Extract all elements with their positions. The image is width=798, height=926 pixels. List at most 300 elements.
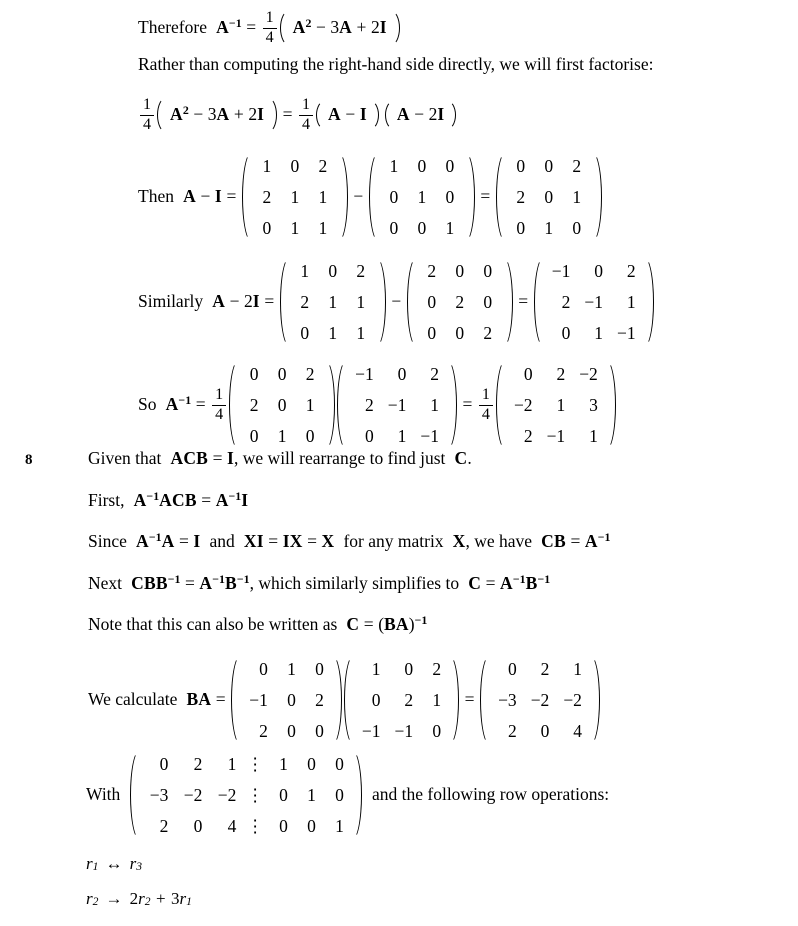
matrix-cell: 2 xyxy=(262,186,272,207)
paren-group-expression: A 2 − 3 A + 2 I xyxy=(280,8,400,48)
matrix-cell: 2 xyxy=(507,721,517,742)
right-paren xyxy=(266,95,277,135)
row-symbol: r xyxy=(129,854,137,873)
left-paren xyxy=(496,358,507,452)
fraction-denominator: 4 xyxy=(212,405,226,423)
matrix-cell: 2 xyxy=(432,658,442,679)
matrix-cell: 2 xyxy=(556,363,566,384)
left-paren xyxy=(344,653,355,747)
matrix-cell: 1 xyxy=(328,291,338,312)
right-paren xyxy=(389,8,400,48)
equals-sign: = xyxy=(282,104,293,125)
matrix-cell: 1 xyxy=(290,218,300,239)
fraction-denominator: 4 xyxy=(299,115,313,133)
matrix-cell: 0 xyxy=(300,323,310,344)
matrix-cell: 0 xyxy=(561,323,571,344)
matrix-expression-xi: XI xyxy=(243,531,264,551)
matrix-cell: 0 xyxy=(397,363,407,384)
equals-sign: = xyxy=(215,689,226,710)
equals-sign: = xyxy=(480,186,491,207)
matrix-symbol-A-term: A xyxy=(216,104,230,125)
with-tail-text: and the following row operations: xyxy=(371,784,610,805)
matrix-cell: 1 xyxy=(356,323,366,344)
given-that-label: Given that xyxy=(88,448,162,468)
coefficient-two: 2 xyxy=(428,104,438,125)
matrix-cell: 2 xyxy=(404,689,414,710)
matrix-grid xyxy=(491,653,589,747)
matrix-expression-acb: ACB xyxy=(170,448,209,468)
matrix-cell: −1 xyxy=(420,426,439,447)
matrix-cell: 0 xyxy=(328,260,338,281)
matrix-cell: 0 xyxy=(445,186,455,207)
matrix-cell: −1 xyxy=(551,260,571,281)
matrix-cell: 0 xyxy=(277,363,287,384)
matrix-cell: 0 xyxy=(483,260,493,281)
matrix-cell: 0 xyxy=(305,426,315,447)
minus-sign: − xyxy=(391,291,402,312)
left-paren-text: ( xyxy=(378,614,385,634)
fraction-numerator: 1 xyxy=(215,386,224,404)
matrix-identity xyxy=(369,150,475,244)
matrix-symbol-A: A xyxy=(199,573,213,593)
matrix-cell: 4 xyxy=(227,816,237,837)
left-paren xyxy=(157,95,168,135)
matrix-cell: 0 xyxy=(287,721,296,742)
matrix-cell: 0 xyxy=(540,721,550,742)
equals-sign: = xyxy=(195,394,206,415)
fraction-one-quarter xyxy=(212,387,226,423)
matrix-cell: 0 xyxy=(455,323,465,344)
question-number: 8 xyxy=(25,452,33,468)
matrix-factor-one xyxy=(229,358,335,452)
matrix-cell: 0 xyxy=(544,186,554,207)
matrix-grid xyxy=(242,653,331,747)
equals-sign: = xyxy=(570,531,581,551)
matrix-cell: −1 xyxy=(616,323,636,344)
right-paren xyxy=(448,653,459,747)
matrix-b xyxy=(231,653,342,747)
equals-sign: = xyxy=(212,448,223,468)
matrix-cell: 2 xyxy=(427,260,437,281)
identity-symbol-I: I xyxy=(214,186,222,207)
right-paren xyxy=(331,653,342,747)
matrix-expression-acb: ACB xyxy=(159,490,197,510)
fraction-denominator: 4 xyxy=(479,405,493,423)
matrix-cell: 2 xyxy=(318,155,328,176)
matrix-grid xyxy=(380,150,464,244)
matrix-cell: 1 xyxy=(572,186,582,207)
for-any-matrix-text: for any matrix xyxy=(343,531,444,551)
matrix-cell: 0 xyxy=(432,721,442,742)
matrix-cell: 1 xyxy=(626,291,636,312)
matrix-cell: 1 xyxy=(432,689,442,710)
matrix-cell: 2 xyxy=(430,363,439,384)
equals-sign: = xyxy=(363,614,374,634)
identity-symbol-I: I xyxy=(359,104,367,125)
matrix-cell: 0 xyxy=(427,291,437,312)
matrix-expression-ba: BA xyxy=(384,614,409,634)
left-paren xyxy=(242,150,253,244)
matrix-cell: 0 xyxy=(193,816,203,837)
matrix-symbol-A: A xyxy=(216,17,229,38)
matrix-cell: −1 xyxy=(546,426,566,447)
matrix-cell: 3 xyxy=(589,394,598,415)
equation-ba-product xyxy=(88,653,601,747)
row-coefficient: 3 xyxy=(171,889,180,908)
line-since-step: Since A −1 A = I and XI = IX = X for any matrix X , we have CB = A −1 xyxy=(88,530,611,551)
matrix-cell: 1 xyxy=(307,784,316,805)
matrix-cell: 0 xyxy=(445,155,455,176)
right-paren xyxy=(643,255,654,349)
minus-sign: − xyxy=(353,186,364,207)
right-paren xyxy=(368,98,379,132)
equals-sign: = xyxy=(307,531,317,551)
plus-sign: + xyxy=(156,889,166,908)
minus-sign: − xyxy=(315,17,326,38)
equals-sign: = xyxy=(178,531,189,551)
matrix-cell: 1 xyxy=(356,291,366,312)
matrix-cell: 1 xyxy=(279,753,288,774)
equals-sign: = xyxy=(485,573,496,593)
matrix-symbol-A: A xyxy=(584,531,598,551)
matrix-symbol-A: A xyxy=(500,573,513,593)
matrix-cell: −1 xyxy=(361,721,381,742)
identity-symbol-I: I xyxy=(379,17,387,38)
matrix-cell: 1 xyxy=(556,394,566,415)
matrix-symbol-B: B xyxy=(225,573,237,593)
row-operation-2: r 2 → 2 r 2 + 3 r 1 xyxy=(86,889,192,908)
matrix-grid xyxy=(545,255,643,349)
we-calculate-label: We calculate xyxy=(88,689,178,710)
matrix-cell: 1 xyxy=(371,658,381,679)
augment-separator: ⋮ xyxy=(246,753,264,774)
matrix-cell: −2 xyxy=(530,689,550,710)
matrix-symbol-A: A xyxy=(183,186,196,207)
matrix-cell: 2 xyxy=(561,291,571,312)
right-paren xyxy=(324,358,335,452)
matrix-cell: 0 xyxy=(389,218,399,239)
left-paren xyxy=(407,255,418,349)
augment-separator: ⋮ xyxy=(246,784,264,805)
left-paren xyxy=(316,98,327,132)
matrix-symbol-C: C xyxy=(346,614,360,634)
left-paren xyxy=(496,150,507,244)
matrix-cell: 0 xyxy=(277,394,287,415)
next-label: Next xyxy=(88,573,123,593)
matrix-cell: 1 xyxy=(389,155,399,176)
minus-sign: − xyxy=(345,104,356,125)
matrix-cell: 1 xyxy=(397,426,407,447)
matrix-cell: 0 xyxy=(279,784,288,805)
matrix-symbol-X: X xyxy=(452,531,466,551)
maps-to-arrow-icon: → xyxy=(105,889,123,908)
right-paren xyxy=(375,255,386,349)
matrix-cell: 0 xyxy=(516,155,526,176)
right-paren xyxy=(351,748,362,842)
matrix-cell: 0 xyxy=(315,721,324,742)
matrix-cell: 1 xyxy=(417,186,427,207)
matrix-cell: 0 xyxy=(417,155,427,176)
plus-sign: + xyxy=(356,17,367,38)
identity-symbol-I: I xyxy=(241,490,249,510)
equation-a-minus-i xyxy=(138,150,603,244)
matrix-cell: 2 xyxy=(364,394,374,415)
matrix-cell: −3 xyxy=(498,689,517,710)
matrix-grid xyxy=(240,358,324,452)
matrix-grid xyxy=(507,150,591,244)
matrix-cell: −2 xyxy=(183,784,203,805)
matrix-symbol-A: A xyxy=(396,104,410,125)
matrix-cell: −1 xyxy=(387,394,407,415)
matrix-symbol-A: A xyxy=(161,531,175,551)
matrix-cell: 1 xyxy=(290,186,300,207)
fraction-one-quarter-rhs xyxy=(299,97,313,133)
right-paren xyxy=(446,358,457,452)
matrix-cell: 1 xyxy=(589,426,598,447)
identity-symbol-I: I xyxy=(437,104,445,125)
matrix-cell: −2 xyxy=(579,363,598,384)
matrix-result xyxy=(496,358,616,452)
matrix-cell: 0 xyxy=(279,816,288,837)
matrix-cell: 2 xyxy=(523,426,533,447)
equation-augmented-matrix xyxy=(86,748,609,842)
right-paren xyxy=(337,150,348,244)
coefficient-two: 2 xyxy=(244,291,253,312)
matrix-cell: −2 xyxy=(513,394,533,415)
rather-than-text: Rather than computing the right-hand side directly, we will first factorise: xyxy=(138,54,654,74)
matrix-result xyxy=(496,150,602,244)
matrix-cell: 0 xyxy=(259,658,268,679)
fraction-one-quarter-result xyxy=(479,387,493,423)
row-operation-1: r 1 ↔ r 3 xyxy=(86,854,143,873)
note-label: Note that this can also be written as xyxy=(88,614,338,634)
right-paren xyxy=(605,358,616,452)
matrix-grid xyxy=(253,150,337,244)
matrix-cell: 1 xyxy=(262,155,272,176)
row-coefficient: 2 xyxy=(129,889,139,908)
matrix-cell: 1 xyxy=(430,394,439,415)
matrix-cell: 2 xyxy=(540,658,550,679)
matrix-cell: 1 xyxy=(328,323,338,344)
matrix-cell: 0 xyxy=(572,218,582,239)
matrix-cell: −1 xyxy=(584,291,603,312)
matrix-symbol-A: A xyxy=(165,394,179,415)
matrix-expression-ix: IX xyxy=(282,531,303,551)
matrix-cell: 0 xyxy=(455,260,465,281)
row-symbol: r xyxy=(179,889,187,908)
matrix-grid xyxy=(507,358,605,452)
and-text: and xyxy=(209,531,235,551)
identity-symbol-I: I xyxy=(193,531,201,551)
fraction-one-quarter xyxy=(263,10,277,46)
left-paren xyxy=(130,748,141,842)
matrix-cell: 0 xyxy=(516,218,526,239)
equals-sign: = xyxy=(518,291,529,312)
matrix-result xyxy=(534,255,654,349)
matrix-symbol-B: B xyxy=(525,573,538,593)
coefficient-three: 3 xyxy=(330,17,340,38)
therefore-label: Therefore xyxy=(138,17,207,38)
matrix-cell: 0 xyxy=(249,426,259,447)
matrix-grid xyxy=(418,255,502,349)
then-label: Then xyxy=(138,186,174,207)
we-have-text: , we have xyxy=(465,531,533,551)
matrix-cell: 0 xyxy=(523,363,533,384)
paren-group-factor-one xyxy=(316,98,379,132)
matrix-cell: 2 xyxy=(516,186,526,207)
matrix-cell: −3 xyxy=(149,784,169,805)
minus-sign: − xyxy=(193,104,204,125)
equals-sign: = xyxy=(264,291,275,312)
matrix-cell: −2 xyxy=(217,784,237,805)
right-paren xyxy=(502,255,513,349)
right-paren xyxy=(464,150,475,244)
paren-group-factor-two xyxy=(385,98,457,132)
similarly-label: Similarly xyxy=(138,291,204,312)
right-paren xyxy=(445,98,456,132)
coefficient-two: 2 xyxy=(248,104,258,125)
matrix-cell: 0 xyxy=(544,155,554,176)
minus-sign: − xyxy=(414,104,425,125)
matrix-cell: 0 xyxy=(315,658,324,679)
matrix-expression-cb: CB xyxy=(541,531,566,551)
left-paren xyxy=(385,98,396,132)
equals-sign: = xyxy=(268,531,279,551)
line-note-step: Note that this can also be written as C = ( BA ) −1 xyxy=(88,613,428,634)
matrix-expression-ba: BA xyxy=(186,689,212,710)
equation-therefore-a-inverse: Therefore A −1 = $\frac{1}{4}$ A 2 − 3 A + 2 I xyxy=(138,8,401,48)
period: . xyxy=(467,448,472,468)
matrix-symbol-A: A xyxy=(133,490,147,510)
swap-arrow-icon: ↔ xyxy=(105,854,123,873)
matrix-result xyxy=(480,653,600,747)
matrix-cell: −2 xyxy=(563,689,582,710)
matrix-cell: −1 xyxy=(394,721,414,742)
coefficient-three: 3 xyxy=(207,104,217,125)
matrix-factor-two xyxy=(337,358,457,452)
matrix-cell: 2 xyxy=(356,260,366,281)
matrix-cell: 0 xyxy=(307,753,316,774)
matrix-cell: 1 xyxy=(305,394,315,415)
matrix-cell: 0 xyxy=(335,784,344,805)
matrix-cell: 1 xyxy=(277,426,287,447)
fraction-denominator: 4 xyxy=(140,115,154,133)
matrix-cell: 1 xyxy=(445,218,455,239)
paren-group-lhs: A 2 − 3 A + 2 I xyxy=(157,95,277,135)
left-paren xyxy=(280,255,291,349)
matrix-cell: 1 xyxy=(573,658,582,679)
matrix-cell: 1 xyxy=(318,218,328,239)
equals-sign: = xyxy=(464,689,475,710)
matrix-cell: 2 xyxy=(259,721,268,742)
row-symbol: r xyxy=(86,889,93,908)
matrix-cell: 0 xyxy=(389,186,399,207)
left-paren xyxy=(534,255,545,349)
matrix-cell: −1 xyxy=(249,689,268,710)
next-tail-text: , which similarly simplifies to xyxy=(249,573,460,593)
matrix-cell: 0 xyxy=(371,689,381,710)
row-symbol: r xyxy=(86,854,93,873)
matrix-cell: 0 xyxy=(159,753,169,774)
matrix-cell: 4 xyxy=(573,721,582,742)
matrix-cell: 0 xyxy=(290,155,300,176)
minus-sign: − xyxy=(200,186,211,207)
matrix-cell: 0 xyxy=(427,323,437,344)
equation-factorise xyxy=(138,95,457,135)
left-paren xyxy=(231,653,242,747)
matrix-cell: 0 xyxy=(364,426,374,447)
paragraph-rather-than xyxy=(138,56,653,74)
matrix-grid xyxy=(141,748,351,842)
matrix-cell: 0 xyxy=(262,218,272,239)
since-label: Since xyxy=(88,531,127,551)
matrix-cell: 0 xyxy=(404,658,414,679)
matrix-cell: 0 xyxy=(417,218,427,239)
matrix-cell: 1 xyxy=(594,323,603,344)
matrix-grid xyxy=(355,653,448,747)
fraction-numerator: 1 xyxy=(302,96,311,114)
right-paren-text: ) xyxy=(408,614,415,634)
line-next-step: Next CBB −1 = A −1 B −1 , which similarly simplifies to C = A −1 B −1 xyxy=(88,572,551,593)
left-paren xyxy=(280,8,291,48)
matrix-cell: 2 xyxy=(572,155,582,176)
matrix-cell: 2 xyxy=(193,753,203,774)
matrix-symbol-C: C xyxy=(454,448,468,468)
left-paren xyxy=(229,358,240,452)
matrix-cell: 2 xyxy=(315,689,324,710)
left-paren xyxy=(369,150,380,244)
matrix-cell: 0 xyxy=(594,260,603,281)
matrix-grid xyxy=(348,358,446,452)
matrix-cell: 0 xyxy=(335,753,344,774)
plus-sign: + xyxy=(233,104,244,125)
matrix-symbol-A-term: A xyxy=(339,17,352,38)
matrix-expression-cbb: CBB xyxy=(131,573,168,593)
matrix-cell: −1 xyxy=(355,363,374,384)
matrix-cell: 1 xyxy=(544,218,554,239)
fraction-numerator: 1 xyxy=(142,96,152,114)
matrix-cell: 1 xyxy=(335,816,344,837)
line-first-step: First, A −1 ACB = A −1 I xyxy=(88,489,249,510)
matrix-cell: 0 xyxy=(507,658,517,679)
first-label: First, xyxy=(88,490,125,510)
matrix-symbol-C: C xyxy=(468,573,482,593)
fraction-numerator: 1 xyxy=(481,386,490,404)
equals-sign: = xyxy=(226,186,237,207)
matrix-cell: 0 xyxy=(483,291,493,312)
matrix-augmented xyxy=(130,748,362,842)
matrix-grid xyxy=(291,255,375,349)
equation-a-inverse-product: So A −1 = $\frac{1}{4}$ 0 0 2 2 0 1 0 1 0 −1 0 2 2 −1 1 0 1 −1 = $\frac{1}{4}$ 0 2 −2 −2 1 3 2 −1 1 xyxy=(138,358,617,452)
fraction-one-quarter-lhs xyxy=(140,97,154,133)
equals-sign: = xyxy=(246,17,257,38)
matrix-cell: 1 xyxy=(318,186,328,207)
matrix-a xyxy=(344,653,459,747)
matrix-cell: 1 xyxy=(300,260,310,281)
matrix-A xyxy=(280,255,386,349)
identity-symbol-I: I xyxy=(227,448,235,468)
fraction-denominator: 4 xyxy=(263,28,277,46)
left-paren xyxy=(337,358,348,452)
matrix-cell: 0 xyxy=(287,689,296,710)
identity-symbol-I: I xyxy=(252,291,260,312)
matrix-cell: 2 xyxy=(305,363,315,384)
matrix-symbol-X: X xyxy=(321,531,335,551)
line-given-that xyxy=(88,450,472,468)
equals-sign: = xyxy=(462,394,473,415)
matrix-cell: 2 xyxy=(455,291,465,312)
fraction-numerator: 1 xyxy=(265,9,274,27)
